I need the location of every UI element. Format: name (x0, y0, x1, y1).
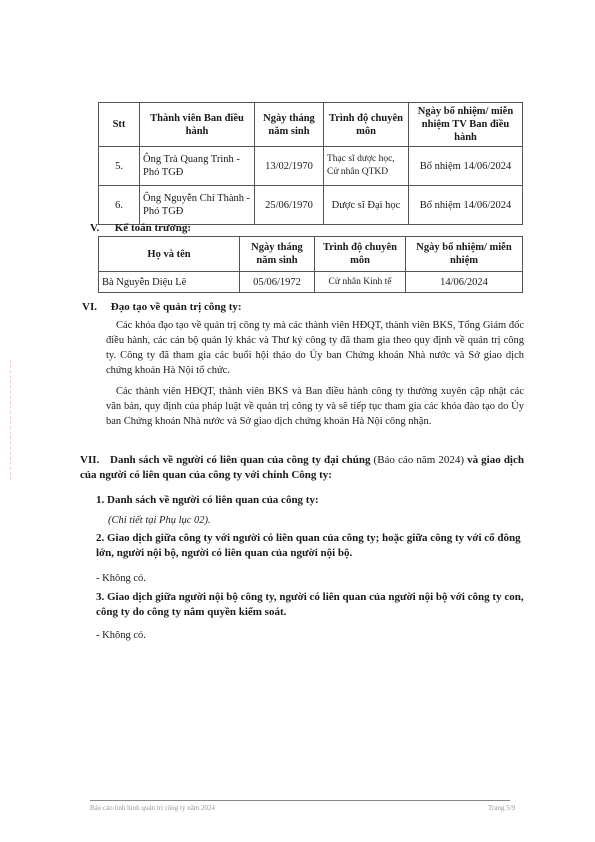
col-appointment: Ngày bổ nhiệm/ miễn nhiệm TV Ban điều hành (409, 103, 523, 147)
footer-page-number: Trang 5/9 (488, 804, 516, 812)
section-number: V. (90, 222, 100, 234)
row-appointment: Bổ nhiệm 14/06/2024 (409, 186, 523, 225)
row-name: Bà Nguyễn Diệu Lê (99, 272, 240, 293)
table-row (99, 272, 523, 293)
row-stt: 5. (99, 147, 140, 186)
col-birth: Ngày tháng năm sinh (240, 237, 315, 272)
section-vi-heading (82, 301, 242, 313)
section-vi-paragraph-1: Các khóa đạo tạo về quản trị công ty mà các thành viên HĐQT, thành viên BKS, Tổng Giám đốc điều hành, các cán bộ quản lý khác và Thư ký công ty đã tham gia theo quy định về quản trị công ty. Công ty đã tham gia các buổi hội thảo do Ủy ban Chứng khoán Nhà nước và Sở giao dịch chứng khoán Hà Nội tổ chức. (106, 320, 524, 376)
table-header-row (99, 237, 523, 272)
chief-accountant-table (98, 236, 523, 293)
row-qualification: Dược sĩ Đại học (324, 186, 409, 225)
item-3-value: - Không có. (96, 630, 146, 641)
row-qualification: Thạc sĩ dược học, Cử nhân QTKD (324, 147, 409, 186)
table-row (99, 147, 523, 186)
item-1-note: (Chi tiết tại Phụ lục 02). (108, 515, 211, 526)
row-birth: 05/06/1972 (240, 272, 315, 293)
row-member: Ông Trà Quang Trình - Phó TGĐ (140, 147, 255, 186)
section-title: Kế toán trưởng: (114, 222, 191, 234)
section-title-bold: Danh sách về người có liên quan của công ty đại chúng (110, 454, 371, 466)
col-birth: Ngày tháng năm sinh (255, 103, 324, 147)
row-appointment: 14/06/2024 (406, 272, 523, 293)
section-title-bold-2: và giao dịch của người có liên quan của công ty với chính Công ty: (80, 454, 524, 481)
col-member: Thành viên Ban điều hành (140, 103, 255, 147)
row-birth: 13/02/1970 (255, 147, 324, 186)
section-title-note: (Báo cáo năm 2024) (370, 454, 468, 466)
row-qualification: Cử nhân Kinh tế (315, 272, 406, 293)
footer-text: Báo cáo tình hình quản trị công ty năm 2024 (90, 804, 216, 812)
item-1-heading: 1. Danh sách về người có liên quan của công ty: (96, 494, 319, 506)
footer-rule (90, 800, 510, 801)
table-row (99, 186, 523, 225)
section-v-heading (90, 222, 191, 234)
section-number: VII. (80, 454, 100, 466)
stamp-trace (0, 360, 11, 480)
col-qualification: Trình độ chuyên môn (315, 237, 406, 272)
section-number: VI. (82, 301, 97, 313)
executive-board-table (98, 102, 523, 225)
section-title: Đạo tạo về quản trị công ty: (110, 301, 242, 313)
row-member: Ông Nguyễn Chí Thành - Phó TGĐ (140, 186, 255, 225)
item-3-heading: 3. Giao dịch giữa người nội bộ công ty, người có liên quan của người nội bộ với công ty con, công ty do công ty nắm quyền kiểm soát. (96, 591, 524, 618)
item-2-heading: 2. Giao dịch giữa công ty với người có liên quan của công ty; hoặc giữa công ty với cổ đông lớn, người nội bộ, người có liên quan của người nội bộ. (96, 532, 521, 559)
section-vi-paragraph-2: Các thành viên HĐQT, thành viên BKS và Ban điều hành công ty thường xuyên cập nhật các văn bản, quy định của pháp luật về quản trị công ty và sẽ tiếp tục tham gia các khóa đào tạo do Ủy ban Chứng khoán Nhà nước và Sở giao dịch chứng khoán Hà Nội công nhận. (106, 386, 524, 427)
col-stt: Stt (99, 103, 140, 147)
section-vii-heading (80, 453, 524, 483)
row-appointment: Bổ nhiệm 14/06/2024 (409, 147, 523, 186)
table-header-row (99, 103, 523, 147)
row-stt: 6. (99, 186, 140, 225)
col-name: Họ và tên (99, 237, 240, 272)
row-birth: 25/06/1970 (255, 186, 324, 225)
col-appointment: Ngày bổ nhiệm/ miễn nhiệm (406, 237, 523, 272)
item-2-value: - Không có. (96, 573, 146, 584)
col-qualification: Trình độ chuyên môn (324, 103, 409, 147)
